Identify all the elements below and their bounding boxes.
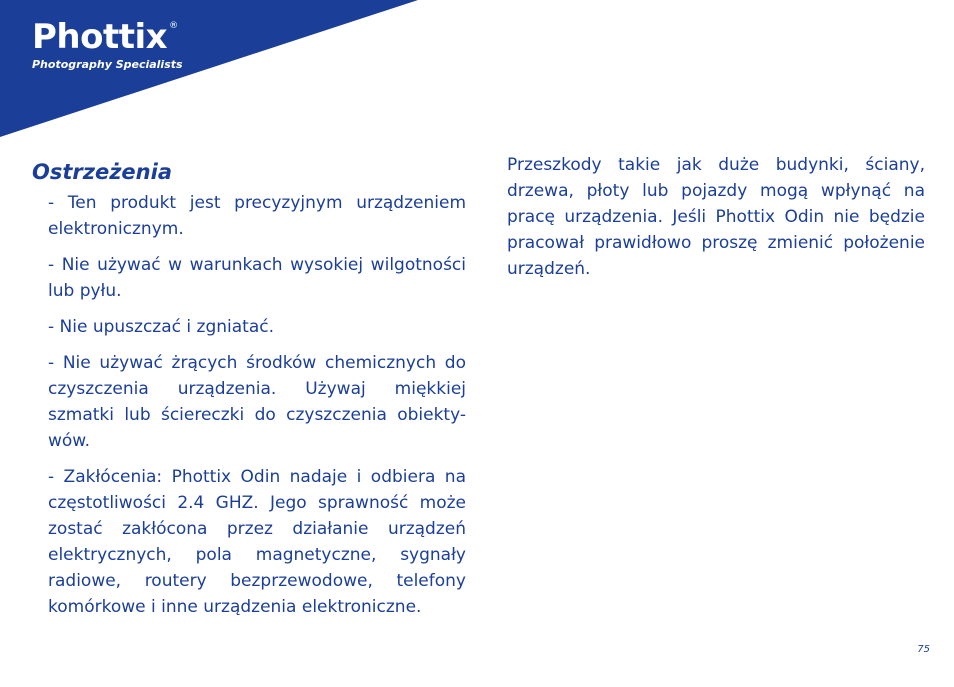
brand-logo: [32, 18, 183, 72]
right-column: [507, 152, 925, 292]
warning-paragraph-2: - Nie używać w warunkach wysokiej wilgotności lub pyłu.: [48, 255, 466, 301]
warning-paragraph-4: - Nie używać żrących środków chemicznych do czyszczenia urządzenia. Używaj miękkiej szmatki lub ściereczki do czyszczenia obiekty-wów.: [48, 353, 466, 451]
obstacles-paragraph: Przeszkody takie jak duże budynki, ściany, drzewa, płoty lub pojazdy mogą wpłynąć na pracę urządzenia. Jeśli Phottix Odin nie będzie pracował prawidłowo proszę zmienić położenie urządzeń.: [507, 155, 925, 279]
page-number: 75: [917, 644, 930, 655]
registered-mark: ®: [169, 21, 178, 31]
header-band: [0, 0, 420, 140]
warning-paragraph-1: - Ten produkt jest precyzyjnym urządzeniem elektronicznym.: [48, 193, 466, 239]
brand-tagline: Photography Specialists: [32, 58, 183, 71]
brand-name: [32, 18, 183, 56]
left-column: [48, 190, 466, 630]
warning-paragraph-5: - Zakłócenia: Phottix Odin nadaje i odbiera na częstotliwości 2.4 GHZ. Jego sprawność może zostać zakłócona przez działanie urządzeń elektrycznych, pola magnetyczne, sygnały radiowe, routery bezprzewodowe, telefony komórkowe i inne urządzenia elektroniczne.: [48, 467, 466, 617]
brand-name-text: Phottix: [32, 17, 168, 57]
warning-paragraph-3: - Nie upuszczać i zgniatać.: [48, 317, 274, 337]
section-title: Ostrzeżenia: [32, 160, 172, 184]
